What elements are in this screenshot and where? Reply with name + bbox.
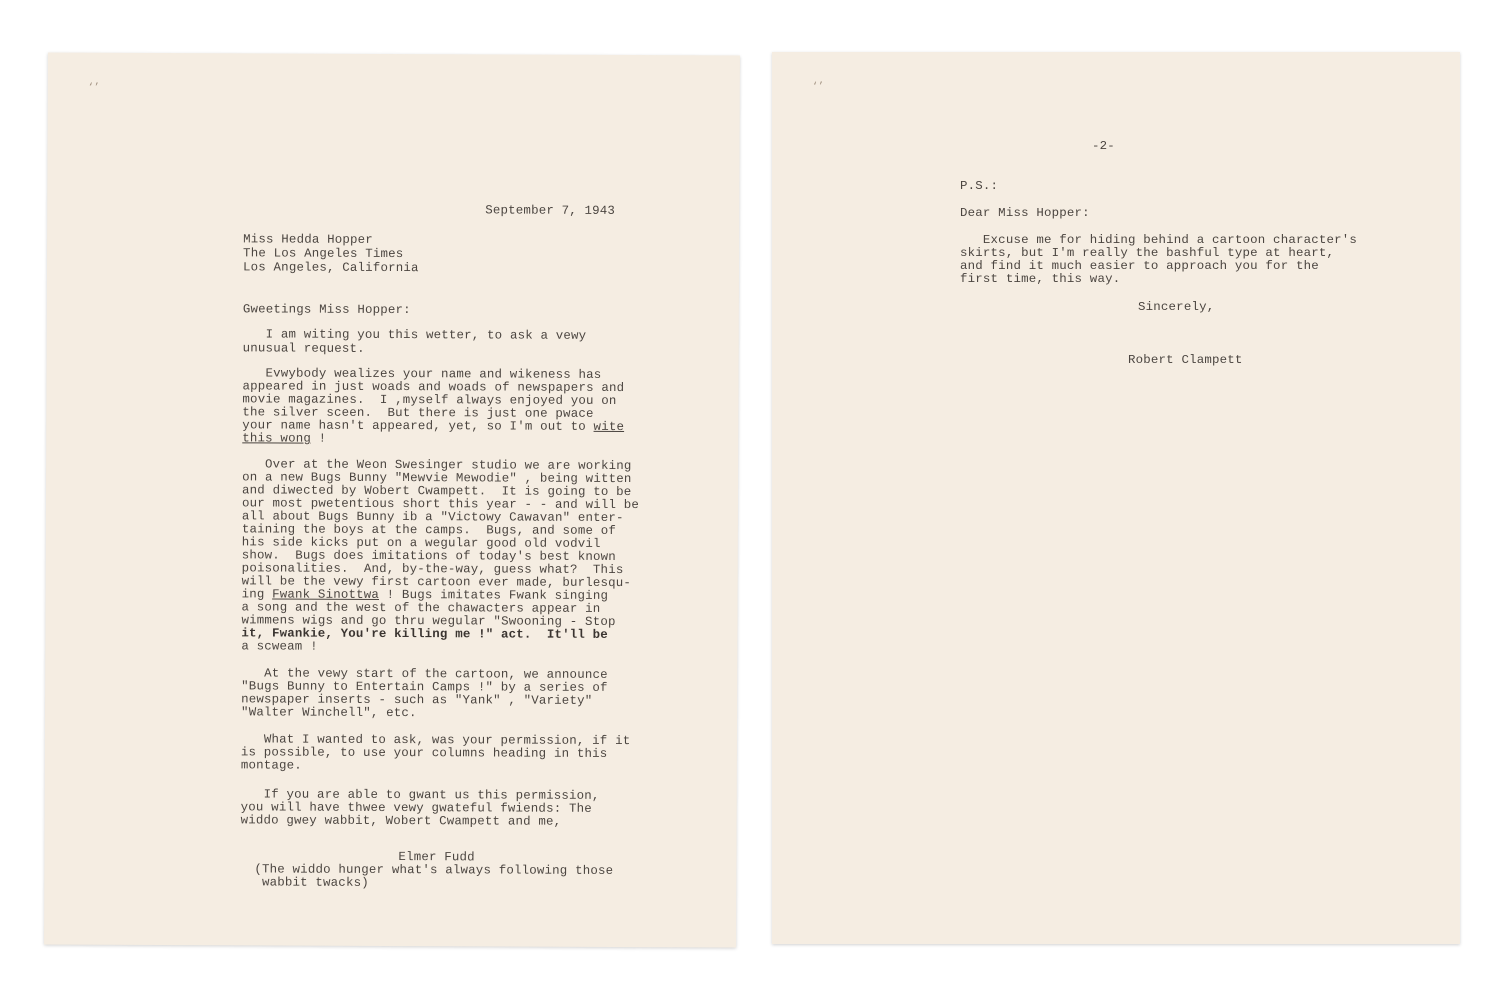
closing: Sincerely, (1138, 300, 1215, 314)
text-line: all about Bugs Bunny ib a "Victowy Cawavan" enter- (241, 509, 624, 526)
page-number: -2- (1092, 139, 1115, 153)
postscript-label: P.S.: (960, 179, 999, 193)
text-line: widdo gwey wabbit, Wobert Cwampett and me, (240, 813, 562, 829)
text-line: his side kicks put on a wegular good old vodvil (241, 535, 601, 551)
text-line: "Bugs Bunny to Entertain Camps !" by a series of (241, 679, 608, 695)
text-line: What I wanted to ask, was your permission, if it (240, 732, 631, 749)
text-line: appeared in just woads and woads of newspapers and (242, 379, 625, 396)
letter-page-1 (44, 52, 740, 947)
text-line: on a new Bugs Bunny "Mewvie Mewodie" , being witten (242, 470, 632, 487)
text-line: will be the vewy first cartoon ever made, burlesqu- (241, 574, 632, 591)
signature-note: wabbit twacks) (254, 875, 369, 890)
text-line: newspaper inserts - such as "Yank" , "Variety" (241, 692, 593, 708)
text-line: first time, this way. (960, 272, 1121, 286)
salutation: Dear Miss Hopper: (960, 206, 1090, 220)
address-line: The Los Angeles Times (243, 246, 404, 262)
text-fragment: ing (241, 587, 273, 602)
text-fragment: ! Bugs imitates Fwank singing (379, 587, 609, 603)
text-fragment: ! (310, 431, 327, 446)
text-line: you will have thwee vewy gwateful fwiends: The (240, 800, 592, 816)
text-line: poisonalities. And, by-the-way, guess what? This (241, 561, 624, 578)
signature-name: Elmer Fudd (398, 850, 475, 865)
text-fragment: your name hasn't appeared, yet, so I'm out to (242, 418, 594, 434)
text-line: wimmens wigs and go thru wegular "Swooning - Stop (241, 613, 616, 629)
address-line: Los Angeles, California (242, 260, 419, 276)
text-line: I am witing you this wetter, to ask a vewy (242, 327, 587, 343)
text-line: Excuse me for hiding behind a cartoon character's (960, 233, 1358, 247)
address-line: Miss Hedda Hopper (243, 232, 373, 247)
signature-name: Robert Clampett (1128, 353, 1243, 367)
salutation: Gweetings Miss Hopper: (242, 302, 411, 318)
text-line: and diwected by Wobert Cwampett. It is going to be (242, 483, 632, 500)
text-line: our most pwetentious short this year - - and will be (241, 496, 640, 513)
text-line: skirts, but I'm really the bashful type at heart, (960, 246, 1335, 260)
letter-page-2 (772, 52, 1460, 944)
text-line: a scweam ! (241, 639, 318, 654)
text-line: Over at the Weon Swesinger studio we are working (242, 457, 632, 474)
text-line: movie magazines. I ,myself always enjoyed you on (242, 392, 617, 408)
text-line: taining the boys at the camps. Bugs, and some of (241, 522, 617, 538)
text-line: is possible, to use your columns heading in this (240, 745, 608, 761)
underlined-text: wite (593, 419, 625, 435)
text-line: Evwybody wealizes your name and wikeness has (242, 366, 602, 382)
text-line: unusual request. (242, 341, 365, 356)
text-line: a song and the west of the chawacters appear in (241, 600, 601, 616)
text-line: At the vewy start of the cartoon, we announce (241, 666, 608, 682)
text-line: the silver sceen. But there is just one pwace (242, 405, 594, 421)
text-line: montage. (240, 758, 302, 773)
paper-mark: ‘’ (87, 82, 100, 94)
letter-date: September 7, 1943 (485, 203, 616, 218)
signature-note: (The widdo hunger what's always following those (254, 862, 614, 878)
underlined-text: Fwank Sinottwa (272, 587, 380, 602)
text-line-with-underline (242, 432, 326, 446)
paper-mark: ‘’ (812, 82, 825, 93)
underlined-text: this wong (242, 431, 312, 446)
text-line: it, Fwankie, You're killing me !" act. It'll be (241, 626, 608, 642)
text-line: and find it much easier to approach you for the (960, 259, 1319, 273)
text-line: "Walter Winchell", etc. (241, 705, 417, 721)
text-line: If you are able to gwant us this permission, (240, 787, 600, 803)
text-line: show. Bugs does imitations of today's best known (241, 548, 616, 564)
